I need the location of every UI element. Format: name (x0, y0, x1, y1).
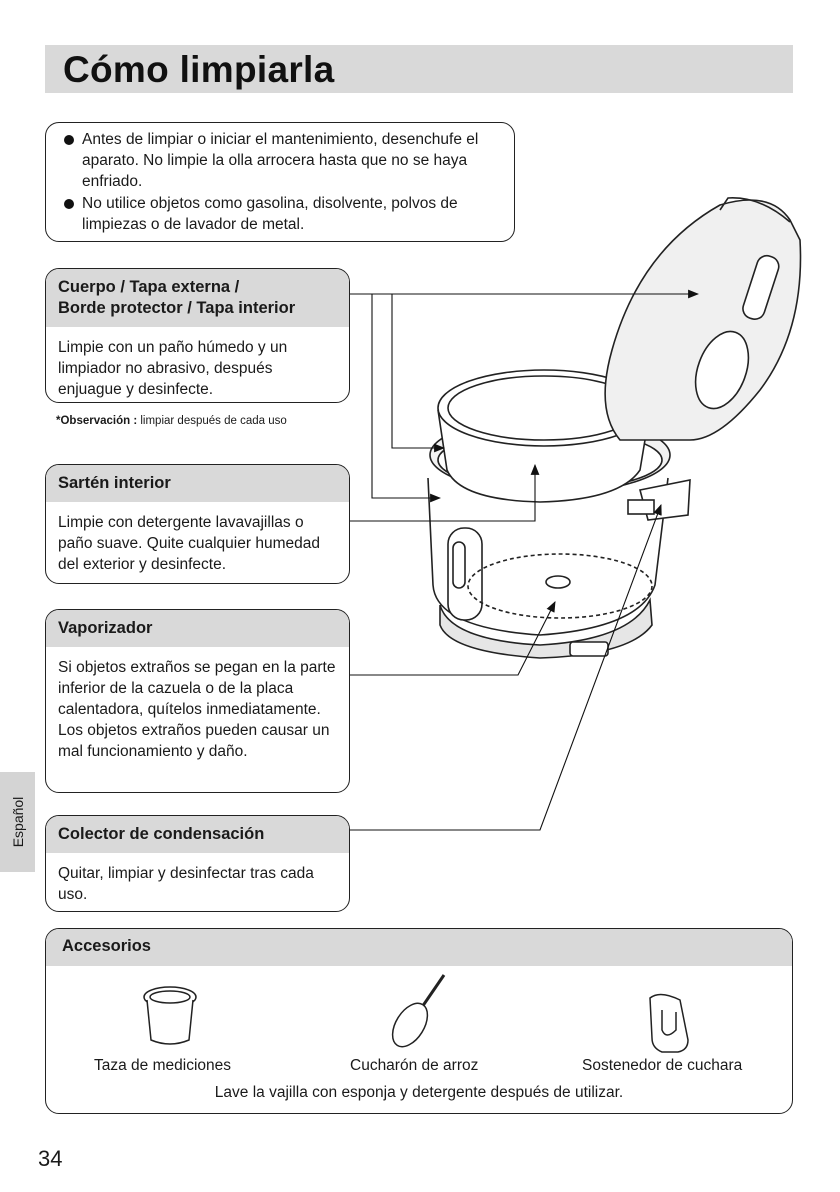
spoon-holder-icon (650, 994, 688, 1052)
section-heading: Vaporizador (46, 610, 349, 647)
accessory-label: Taza de mediciones (94, 1057, 231, 1074)
section-heading: Sartén interior (46, 465, 349, 502)
section-heading: Cuerpo / Tapa externa / Borde protector / Tapa interior (46, 269, 349, 327)
section-text: Limpie con un paño húmedo y un limpiador no abrasivo, después enjuague y desinfecte. (58, 339, 288, 398)
accessory-label: Sostenedor de cuchara (582, 1057, 743, 1074)
section-text: Limpie con detergente lavavajillas o paño suave. Quite cualquier humedad del exterior y desinfecte. (58, 514, 320, 573)
warning-item: Antes de limpiar o iniciar el mantenimiento, desenchufe el aparato. No limpie la olla arrocera hasta que no se haya enfriado. (62, 129, 500, 192)
measuring-cup-icon (144, 987, 196, 1044)
accessories-footer: Lave la vajilla con esponja y detergente después de utilizar. (214, 1084, 624, 1101)
page-title: Cómo limpiarla (63, 49, 335, 90)
observation-note: *Observación : limpiar después de cada uso (56, 415, 287, 427)
rice-paddle-icon (385, 975, 444, 1053)
section-text: Quitar, limpiar y desinfectar tras cada uso. (58, 865, 314, 903)
accessories-heading: Accesorios (46, 929, 792, 966)
language-tab: Español (0, 772, 35, 872)
section-text: Si objetos extraños se pegan en la parte inferior de la cazuela o de la placa calentadora, quítelos inmediatamente. Los objetos extraños pueden causar un mal funcionamiento y daño. (58, 659, 336, 760)
warning-item: No utilice objetos como gasolina, disolvente, polvos de limpiezas o de lavador de metal. (62, 193, 500, 235)
page-number: 34 (38, 1146, 63, 1171)
section-heading: Colector de condensación (46, 816, 349, 853)
accessory-label: Cucharón de arroz (350, 1057, 479, 1074)
